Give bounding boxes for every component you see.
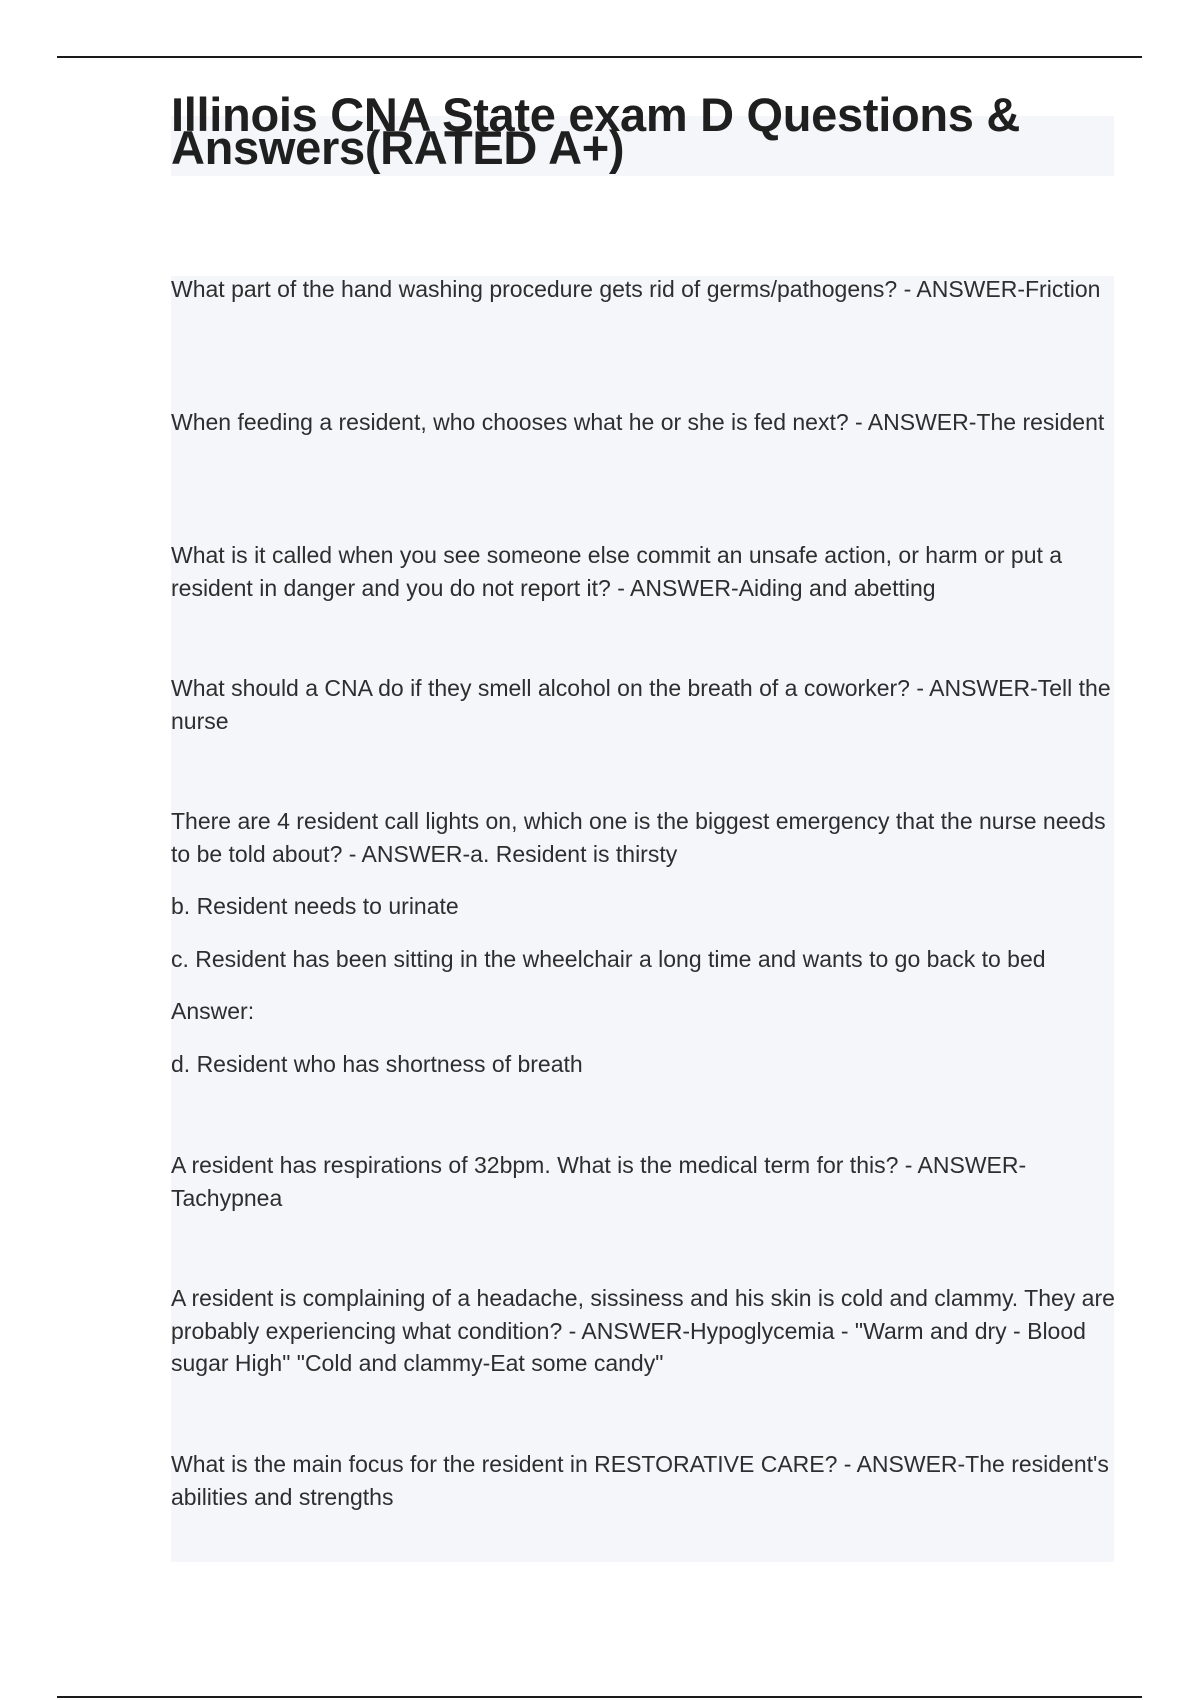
- qa-item-6: A resident has respirations of 32bpm. What is the medical term for this? - ANSWER-Tachypnea: [171, 1152, 1027, 1211]
- top-rule: [57, 56, 1142, 58]
- answer-option-b: b. Resident needs to urinate: [171, 893, 459, 919]
- qa-item-4: What should a CNA do if they smell alcohol on the breath of a coworker? - ANSWER-Tell the nurse: [171, 675, 1111, 734]
- qa-item-8: What is the main focus for the resident in RESTORATIVE CARE? - ANSWER-The resident's abilities and strengths: [171, 1451, 1109, 1510]
- qa-item-3: What is it called when you see someone else commit an unsafe action, or harm or put a resident in danger and you do not report it? - ANSWER-Aiding and abetting: [171, 542, 1063, 601]
- qa-item-7: A resident is complaining of a headache, sissiness and his skin is cold and clammy. They are probably experiencing what condition? - ANSWER-Hypoglycemia - "Warm and dry - Blood sugar High" "Cold and clammy-Eat some candy": [171, 1285, 1115, 1376]
- answer-label: Answer:: [171, 998, 255, 1024]
- answer-option-c: c. Resident has been sitting in the wheelchair a long time and wants to go back to bed: [171, 946, 1046, 972]
- qa-item-2: When feeding a resident, who chooses what he or she is fed next? - ANSWER-The resident: [171, 409, 1105, 435]
- document-title: Illinois CNA State exam D Questions & Answers(RATED A+): [171, 88, 1021, 174]
- qa-item-5: There are 4 resident call lights on, which one is the biggest emergency that the nurse needs to be told about? - ANSWER-a. Resident is thirsty: [171, 808, 1106, 867]
- qa-item-1: What part of the hand washing procedure gets rid of germs/pathogens? - ANSWER-Friction: [171, 276, 1101, 302]
- bottom-rule: [57, 1696, 1142, 1698]
- answer-option-d: d. Resident who has shortness of breath: [171, 1051, 583, 1077]
